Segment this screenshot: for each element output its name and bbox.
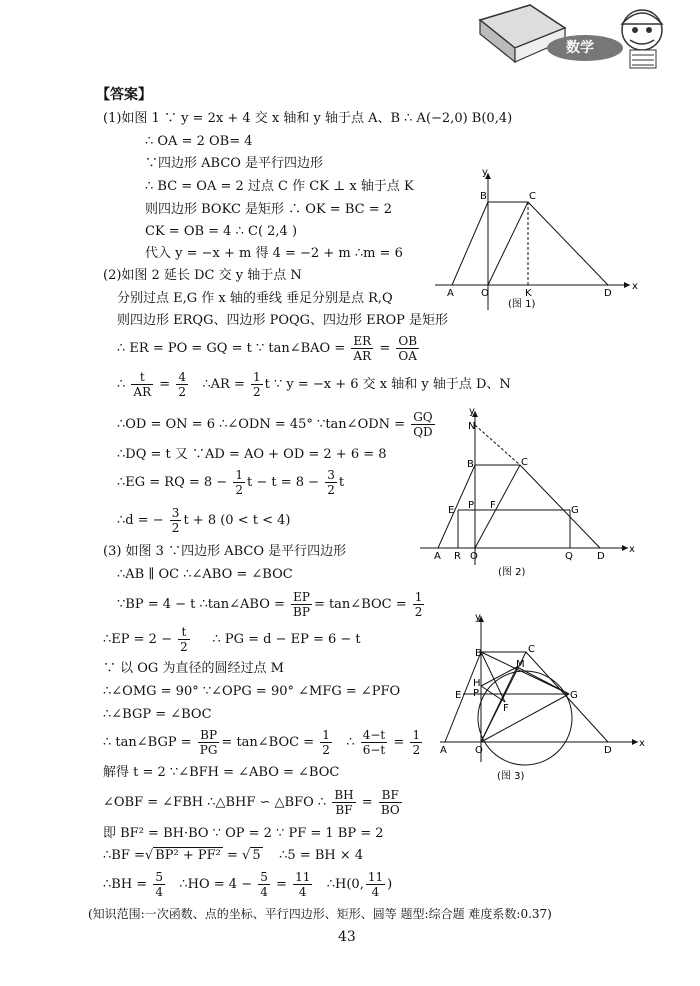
p3-line4	[103, 625, 361, 655]
label-o: O	[470, 551, 478, 562]
p1-line6: CK = OB = 4 ∴ C( 2,4 )	[145, 224, 298, 239]
p3-line11: 即 BF² = BH·BO ∵ OP = 2 ∵ PF = 1 BP = 2	[103, 826, 384, 841]
label-p: P	[468, 500, 475, 511]
label-m: M	[516, 659, 525, 670]
p2-line5-text: ∴	[117, 377, 126, 392]
p3-line13-text-c: =	[276, 877, 287, 892]
label-c: C	[529, 191, 536, 202]
p3-line3-text: ∵BP = 4 − t ∴tan∠ABO =	[117, 597, 285, 612]
segment-nc	[475, 425, 520, 465]
page-number: 43	[338, 929, 356, 945]
label-d: D	[604, 288, 612, 299]
label-c: C	[528, 644, 535, 655]
p3-line13	[103, 870, 392, 900]
label-y: y	[482, 167, 488, 178]
p2-line8-text-c: t	[338, 475, 345, 490]
fraction	[176, 370, 188, 399]
p2-line9-text-b: t + 8 (0 < t < 4)	[183, 513, 291, 528]
p1-line7: 代入 y = −x + m 得 4 = −2 + m ∴m = 6	[145, 246, 403, 261]
segment-oc	[475, 465, 520, 548]
figure-2	[410, 405, 635, 580]
fraction	[379, 788, 402, 817]
numerator: 3	[171, 506, 180, 520]
label-x: x	[629, 544, 635, 555]
label-a: A	[440, 745, 447, 756]
x-arrow-icon	[624, 282, 630, 288]
fraction	[361, 728, 388, 757]
p1-line5: 则四边形 BOKC 是矩形 ∴ OK = BC = 2	[145, 202, 392, 217]
numerator: ER	[353, 334, 372, 348]
sqrt-radicand: 5	[252, 848, 261, 863]
label-e: E	[448, 505, 455, 516]
denominator: BP	[293, 605, 310, 619]
p3-line8-text-c: ∴	[346, 735, 355, 750]
denominator: 2	[327, 483, 335, 497]
p3-line8-text-b: = tan∠BOC =	[221, 735, 315, 750]
fraction	[396, 334, 419, 363]
p2-line8-text: ∴EG = RQ = 8 −	[117, 475, 228, 490]
label-q: Q	[565, 551, 573, 562]
quadrilateral-path	[452, 202, 608, 285]
p2-line1: (2)如图 2 延长 DC 交 y 轴于点 N	[103, 268, 302, 283]
label-f: F	[503, 703, 509, 714]
label-a: A	[434, 551, 441, 562]
segment-og	[481, 694, 569, 742]
p3-line12-text: ∴BF =	[103, 848, 145, 863]
denominator: 2	[412, 743, 421, 757]
numerator: 4−t	[362, 728, 386, 742]
p2-line3: 则四边形 ERQG、四边形 POQG、四边形 EROP 是矩形	[117, 313, 448, 328]
fraction	[251, 370, 263, 399]
denominator: 4	[155, 885, 163, 899]
label-o: O	[475, 745, 483, 756]
numerator: 3	[327, 468, 335, 482]
p1-line1: (1)如图 1 ∵ y = 2x + 4 交 x 轴和 y 轴于点 A、B ∴ A(−2,0) B(0,4)	[103, 111, 513, 126]
p3-line13-text-e: )	[387, 877, 393, 892]
label-d: D	[604, 745, 612, 756]
footer-note: (知识范围:一次函数、点的坐标、平行四边形、矩形、圆等 题型:综合题 难度系数:0.37)	[88, 907, 552, 921]
figure-1	[425, 165, 640, 315]
label-p: P	[473, 688, 480, 699]
p2-line8	[117, 468, 344, 498]
p3-line7: ∴∠BGP = ∠BOC	[103, 707, 212, 722]
header-decoration	[470, 0, 700, 70]
fraction	[413, 590, 425, 619]
numerator: EP	[291, 590, 312, 605]
fraction	[291, 590, 312, 619]
numerator: t	[131, 370, 153, 385]
p3-line2: ∴AB ∥ OC ∴∠ABO = ∠BOC	[117, 567, 293, 582]
numerator: 1	[414, 590, 423, 604]
sqrt-sign: √	[144, 848, 154, 863]
header-subject: 数学	[566, 40, 594, 56]
p3-line9: 解得 t = 2 ∵∠BFH = ∠ABO = ∠BOC	[103, 765, 340, 780]
numerator: BP	[198, 728, 220, 743]
numerator: 5	[260, 870, 268, 884]
p3-line12-text-b: =	[226, 848, 238, 863]
p2-line6-text: ∴OD = ON = 6 ∴∠ODN = 45° ∵tan∠ODN =	[117, 417, 406, 432]
p3-line8-text-d: =	[393, 735, 405, 750]
label-n: N	[468, 421, 476, 432]
label-x: x	[632, 281, 638, 292]
label-b: B	[480, 191, 487, 202]
denominator: 4	[260, 885, 268, 899]
p3-line10	[103, 788, 404, 818]
label-a: A	[447, 288, 454, 299]
p3-line3	[117, 590, 426, 620]
label-r: R	[454, 551, 461, 562]
denominator: 2	[178, 385, 186, 399]
book-mascot-icon	[470, 0, 700, 70]
segment-hm	[481, 667, 517, 686]
p1-line4: ∴ BC = OA = 2 过点 C 作 CK ⊥ x 轴于点 K	[145, 179, 414, 194]
denominator: OA	[398, 349, 417, 363]
p2-line6	[117, 410, 437, 440]
numerator: BF	[379, 788, 402, 803]
p3-line3-text-b: = tan∠BOC =	[313, 597, 407, 612]
figure-3	[435, 612, 650, 787]
label-h: H	[473, 678, 481, 689]
numerator: GQ	[411, 410, 434, 425]
x-arrow-icon	[632, 739, 638, 745]
denominator: 2	[252, 385, 261, 399]
segment-oc	[488, 202, 528, 285]
numerator: 1	[235, 468, 243, 482]
caption: (图 2)	[498, 567, 526, 578]
p3-line13-text-d: ∴H(0,	[326, 877, 364, 892]
denominator: 2	[171, 521, 180, 535]
p2-line5-text-b: ∴AR =	[202, 377, 245, 392]
p3-line12	[103, 847, 363, 865]
label-o: O	[481, 288, 489, 299]
p2-line5-text-c: t ∵ y = −x + 6 交 x 轴和 y 轴于点 D、N	[264, 377, 511, 392]
fraction	[351, 334, 373, 363]
denominator: 6−t	[362, 743, 386, 757]
answer-title: 【答案】	[96, 87, 152, 103]
label-y: y	[469, 406, 475, 417]
denominator: BO	[380, 803, 400, 817]
denominator: 4	[371, 885, 380, 899]
label-b: B	[467, 459, 474, 470]
fraction	[178, 625, 190, 654]
p2-line4-text: ∴ ER = PO = GQ = t ∵ tan∠BAO =	[117, 341, 346, 356]
denominator: 2	[414, 605, 423, 619]
sqrt-radicand: BP² + PF²	[155, 848, 221, 863]
p3-line10-text: ∠OBF = ∠FBH ∴△BHF ∽ △BFO ∴	[103, 795, 327, 810]
quadrilateral-path	[445, 652, 608, 742]
denominator: AR	[133, 385, 152, 399]
fraction	[131, 370, 153, 399]
fraction	[332, 788, 355, 817]
numerator: 1	[252, 370, 261, 384]
fraction	[170, 506, 182, 535]
denominator: 2	[322, 743, 330, 757]
p2-line9-text: ∴d = −	[117, 513, 164, 528]
denominator: PG	[199, 743, 218, 757]
caption: (图 3)	[497, 771, 525, 782]
p2-line2: 分别过点 E,G 作 x 轴的垂线 垂足分别是点 R,Q	[117, 291, 393, 306]
p2-line4: ∴ ER = PO = GQ = t ∵ tan∠BAO = $\frac{ER}{AR}$ = $\frac{OB}{OA}$	[117, 334, 418, 363]
numerator: 11	[295, 870, 311, 884]
p1-line2: ∴ OA = 2 OB= 4	[145, 134, 253, 149]
numerator: 4	[178, 370, 186, 384]
denominator: 2	[235, 483, 243, 497]
fraction	[258, 870, 270, 899]
numerator: OB	[398, 334, 418, 348]
p3-line8-text: ∴ tan∠BGP =	[103, 735, 192, 750]
caption: (图 1)	[508, 299, 536, 310]
p3-line1: (3) 如图 3 ∵四边形 ABCO 是平行四边形	[103, 544, 347, 559]
numerator: 1	[412, 728, 421, 742]
p3-line13-text-b: ∴HO = 4 −	[179, 877, 253, 892]
label-x: x	[639, 738, 645, 749]
label-y: y	[475, 612, 481, 623]
denominator: AR	[353, 349, 372, 363]
label-c: C	[521, 457, 528, 468]
denominator: QD	[413, 425, 433, 439]
numerator: 5	[155, 870, 163, 884]
label-f: F	[490, 500, 496, 511]
label-d: D	[597, 551, 605, 562]
fraction	[293, 870, 312, 899]
p3-line6: ∴∠OMG = 90° ∵∠OPG = 90° ∠MFG = ∠PFO	[103, 684, 401, 699]
denominator: 4	[298, 885, 307, 899]
p3-line4-text: ∴EP = 2 −	[103, 632, 172, 647]
label-g: G	[571, 505, 579, 516]
label-k: K	[525, 288, 532, 299]
numerator: t	[178, 625, 190, 640]
p1-line3: ∵四边形 ABCO 是平行四边形	[145, 156, 324, 171]
fraction	[366, 870, 385, 899]
p2-line5: ∴ $\frac{t}{AR}$ = $\frac{4}{2}$ ∴AR = $\frac{1}{2}$ t ∵ y = −x + 6 交 x 轴和 y 轴于点 D、N	[117, 370, 511, 399]
sqrt-sign: √	[242, 848, 251, 863]
denominator: 2	[180, 640, 188, 654]
x-arrow-icon	[622, 545, 628, 551]
numerator: 11	[367, 870, 384, 884]
label-e: E	[455, 690, 462, 701]
numerator: BH	[334, 788, 354, 802]
p2-line7: ∴DQ = t 又 ∵AD = AO + OD = 2 + 6 = 8	[117, 447, 387, 462]
fraction	[198, 728, 220, 757]
p3-line12-text-c: ∴5 = BH × 4	[279, 848, 364, 863]
fraction	[410, 728, 422, 757]
numerator: 1	[322, 728, 330, 742]
fraction	[325, 468, 337, 497]
p2-line8-text-b: t − t = 8 −	[246, 475, 320, 490]
p3-line4-text-b: ∴ PG = d − EP = 6 − t	[212, 632, 361, 647]
p3-line5: ∵ 以 OG 为直径的圆经过点 M	[103, 661, 284, 676]
p3-line13-text: ∴BH =	[103, 877, 148, 892]
p3-line8	[103, 728, 424, 758]
denominator: BF	[335, 803, 353, 817]
fraction	[320, 728, 332, 757]
p2-line9	[117, 506, 290, 536]
fraction	[233, 468, 245, 497]
fraction	[153, 870, 165, 899]
p3-line10-text-b: =	[361, 795, 373, 810]
label-g: G	[570, 690, 578, 701]
label-b: B	[475, 648, 482, 659]
